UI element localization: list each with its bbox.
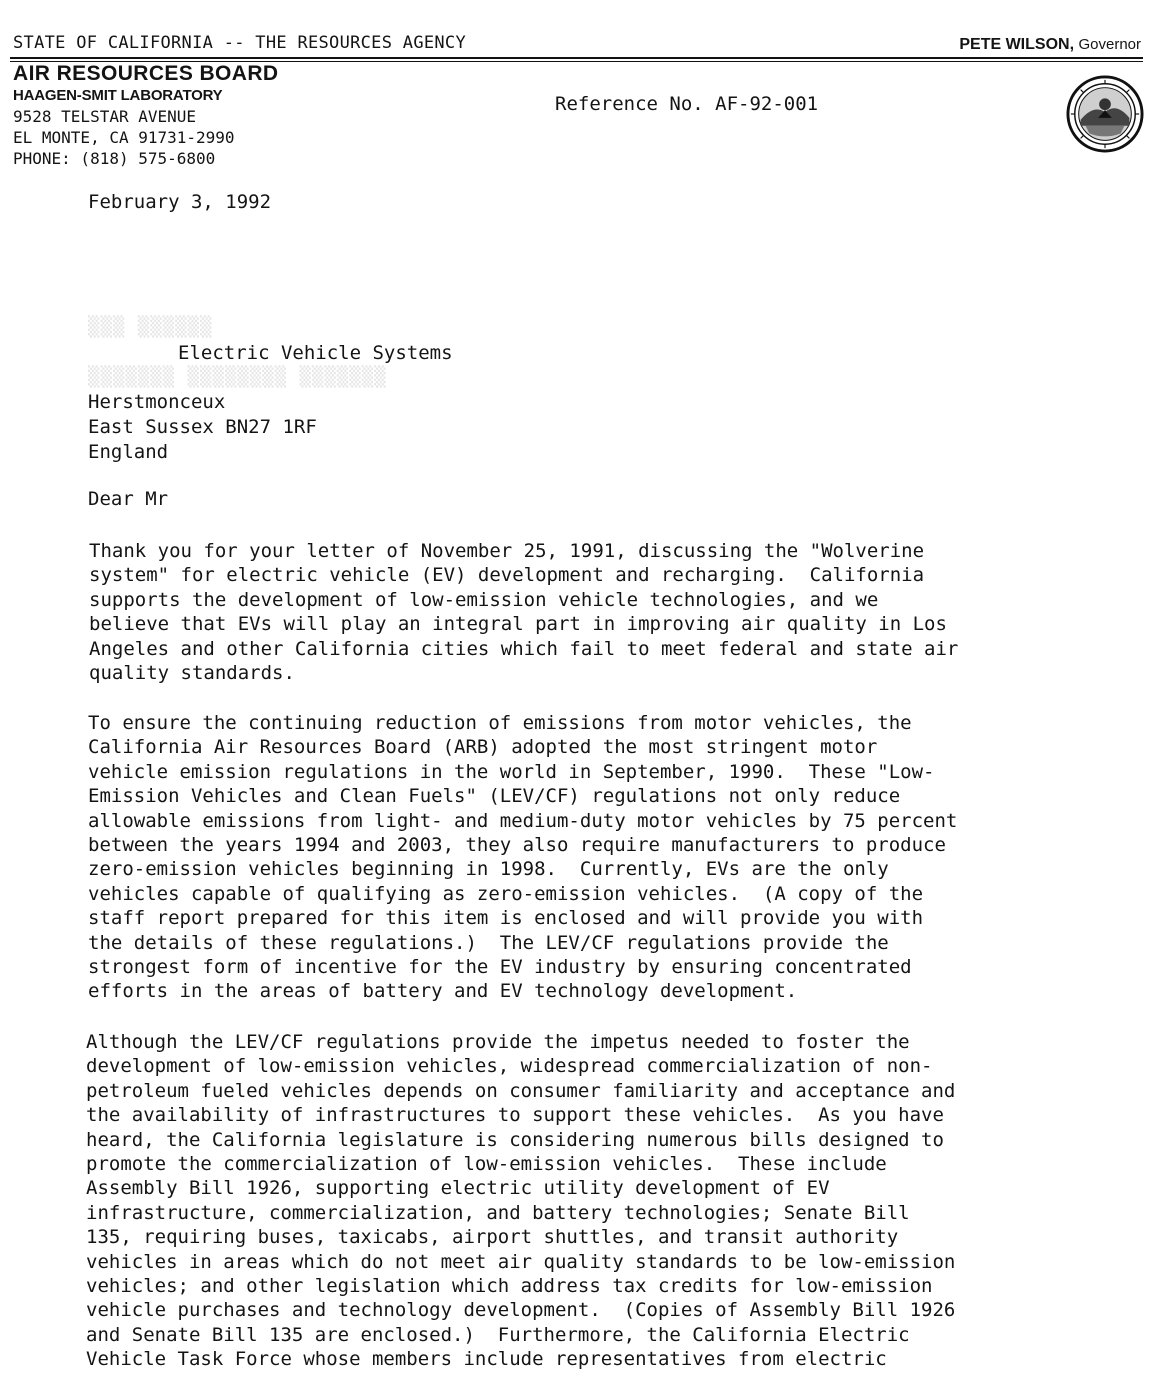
recipient-country: England	[88, 441, 169, 463]
recipient-address	[88, 390, 317, 465]
recipient-town: Herstmonceux	[88, 391, 226, 413]
body-line: efforts in the areas of battery and EV technology development.	[88, 980, 798, 1003]
body-line: the availability of infrastructures to support these vehicles. As you have	[86, 1104, 944, 1127]
body-line: Emission Vehicles and Clean Fuels" (LEV/CF) regulations not only reduce	[88, 785, 901, 808]
agency-city: EL MONTE, CA 91731-2990	[13, 128, 235, 147]
california-state-seal-icon	[1066, 75, 1144, 153]
body-line: believe that EVs will play an integral part in improving air quality in Los	[89, 613, 947, 636]
body-line: heard, the California legislature is considering numerous bills designed to	[86, 1128, 944, 1151]
body-line: allowable emissions from light- and medium-duty motor vehicles by 75 percent	[88, 809, 958, 832]
body-line: development of low-emission vehicles, widespread commercialization of non-	[86, 1055, 933, 1078]
body-line: zero-emission vehicles beginning in 1998. Currently, EVs are the only	[88, 858, 889, 881]
letter-date: February 3, 1992	[88, 191, 272, 213]
body-line: vehicles in areas which do not meet air quality standards to be low-emission	[86, 1250, 956, 1273]
agency-board-name: AIR RESOURCES BOARD	[13, 62, 279, 85]
body-line: 135, requiring buses, taxicabs, airport shuttles, and transit authority	[86, 1226, 899, 1249]
body-line: strongest form of incentive for the EV industry by ensuring concentrated	[88, 956, 912, 979]
body-line: supports the development of low-emission vehicle technologies, and we	[89, 588, 879, 611]
body-line: petroleum fueled vehicles depends on consumer familiarity and acceptance and	[86, 1079, 956, 1102]
body-line: Although the LEV/CF regulations provide the impetus needed to foster the	[86, 1031, 910, 1053]
body-line: Vehicle Task Force whose members include representatives from electric	[86, 1348, 887, 1371]
body-line: California Air Resources Board (ARB) adopted the most stringent motor	[88, 736, 878, 759]
body-line: promote the commercialization of low-emission vehicles. These include	[86, 1153, 887, 1176]
body-line: vehicle purchases and technology development. (Copies of Assembly Bill 1926	[86, 1299, 956, 1322]
header-rule-thick	[10, 57, 1143, 59]
agency-street: 9528 TELSTAR AVENUE	[13, 107, 197, 126]
body-line: vehicle emission regulations in the world in September, 1990. These "Low-	[88, 760, 935, 783]
body-paragraph-2	[88, 711, 957, 1004]
body-paragraph-1	[89, 539, 958, 685]
body-paragraph-3	[86, 1030, 955, 1372]
governor-title: Governor	[1078, 36, 1141, 53]
body-line: infrastructure, commercialization, and battery technologies; Senate Bill	[86, 1201, 910, 1224]
body-line: and Senate Bill 135 are enclosed.) Furthermore, the California Electric	[86, 1323, 910, 1346]
body-line: Assembly Bill 1926, supporting electric utility development of EV	[86, 1177, 830, 1200]
body-line: vehicles; and other legislation which address tax credits for low-emission	[86, 1275, 933, 1298]
body-line: Thank you for your letter of November 25, 1991, discussing the "Wolverine	[89, 540, 925, 562]
faded-redaction-mark: ▒▒▒ ▒▒▒▒▒▒	[88, 316, 213, 338]
recipient-company: Electric Vehicle Systems	[178, 342, 453, 364]
salutation: Dear Mr	[88, 488, 169, 510]
body-line: system" for electric vehicle (EV) development and recharging. California	[89, 564, 925, 587]
body-line: the details of these regulations.) The LEV/CF regulations provide the	[88, 931, 889, 954]
agency-address-block	[13, 62, 278, 169]
body-line: To ensure the continuing reduction of emissions from motor vehicles, the	[88, 712, 912, 734]
body-line: quality standards.	[89, 662, 295, 685]
body-line: staff report prepared for this item is enclosed and will provide you with	[88, 907, 924, 930]
body-line: vehicles capable of qualifying as zero-emission vehicles. (A copy of the	[88, 882, 924, 905]
agency-phone: PHONE: (818) 575-6800	[13, 149, 216, 168]
governor-name: PETE WILSON,	[959, 36, 1075, 53]
state-agency-line: STATE OF CALIFORNIA -- THE RESOURCES AGENCY	[13, 33, 466, 53]
faded-redaction-mark: ▒▒▒▒▒▒▒ ▒▒▒▒▒▒▒▒ ▒▒▒▒▒▒▒	[88, 366, 387, 388]
reference-number: Reference No. AF-92-001	[555, 93, 819, 115]
body-line: Angeles and other California cities which fail to meet federal and state air	[89, 637, 959, 660]
body-line: between the years 1994 and 2003, they also require manufacturers to produce	[88, 834, 946, 857]
governor-line	[959, 36, 1141, 54]
agency-laboratory: HAAGEN-SMIT LABORATORY	[13, 87, 223, 104]
recipient-county: East Sussex BN27 1RF	[88, 416, 317, 438]
